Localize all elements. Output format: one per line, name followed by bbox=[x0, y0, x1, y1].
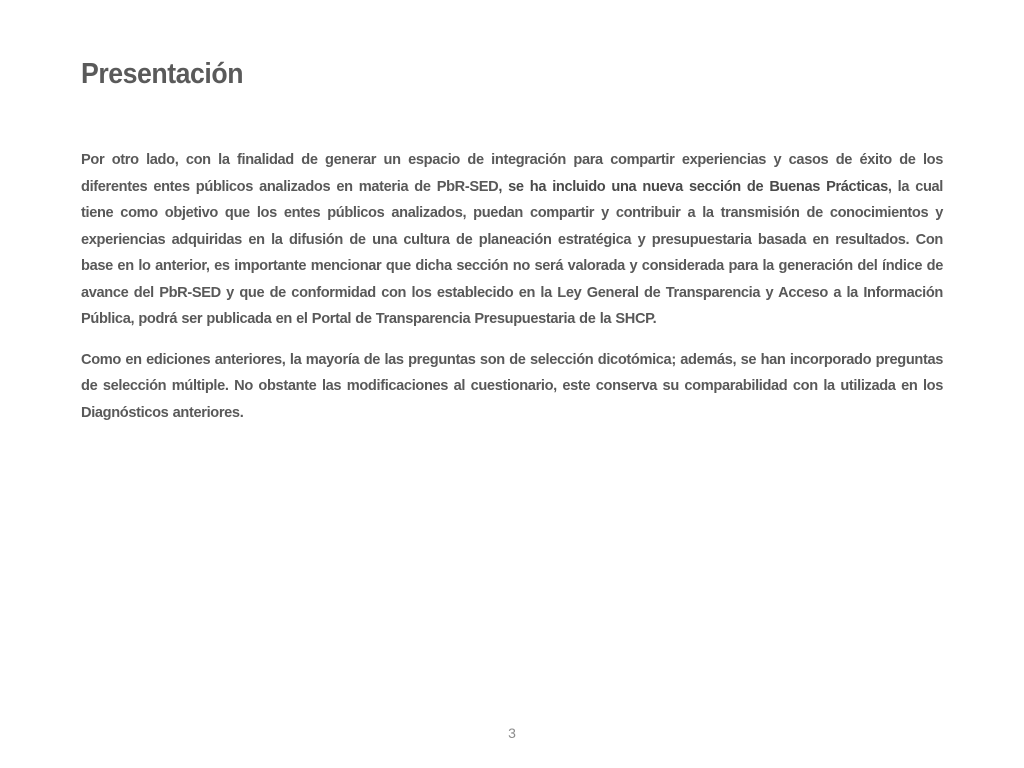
paragraph-2: Como en ediciones anteriores, la mayoría de las preguntas son de selección dicotómica; además, se han incorporado preguntas de selección múltiple. No obstante las modificaciones al cuestionario, este conserva su comparabilidad con la utilizada en los Diagnósticos anteriores. bbox=[81, 351, 943, 421]
body-text bbox=[81, 147, 943, 440]
paragraph-1 bbox=[81, 147, 943, 333]
page-title: Presentación bbox=[81, 58, 244, 90]
paragraph-1-text-end: , la cual tiene como objetivo que los entes públicos analizados, puedan compartir y contribuir a la transmisión de conocimientos y experiencias adquiridas en la difusión de una cultura de planeación estratégica y presupuestaria basada en resultados. Con base en lo anterior, es importante mencionar que dicha sección no será valorada y considerada para la generación del índice de avance del PbR-SED y que de conformidad con los establecido en la Ley General de Transparencia y Acceso a la Información Pública, podrá ser publicada en el Portal de Transparencia Presupuestaria de la SHCP. bbox=[81, 178, 944, 327]
buenas-practicas-highlight: , se ha incluido una nueva sección de Buenas Prácticas bbox=[498, 178, 888, 195]
page-number: 3 bbox=[508, 725, 516, 741]
paragraph-1-text-start: Por otro lado, con la finalidad de generar un espacio de integración para compartir experiencias y casos de éxito de los diferentes entes públicos analizados en materia de PbR-SED bbox=[81, 152, 943, 195]
